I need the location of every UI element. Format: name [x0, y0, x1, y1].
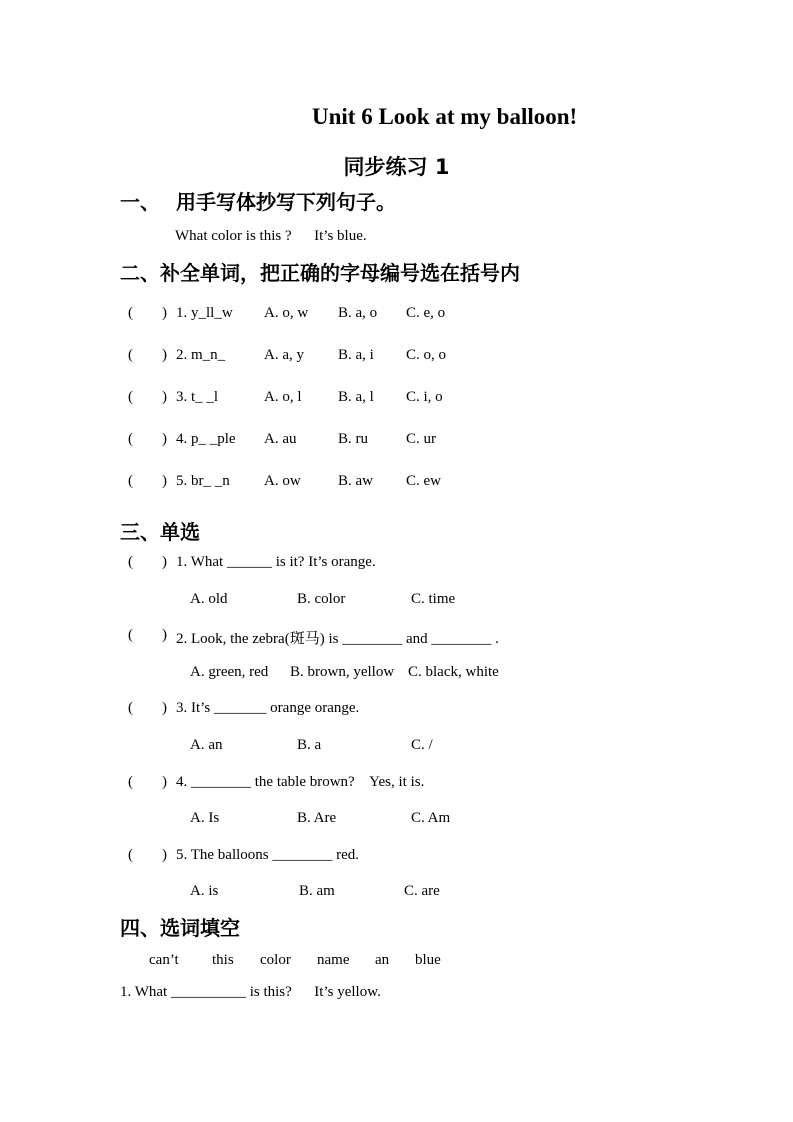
choice-options-row — [0, 591, 793, 613]
completion-question-row — [0, 389, 793, 411]
page-subtitle: 同步练习 1 — [343, 155, 450, 179]
answer-bracket-open: ( — [128, 700, 133, 716]
option-a: A. green, red — [190, 664, 269, 680]
option-a: A. old — [190, 591, 228, 607]
question-stem: 1. y_ll_w — [176, 305, 233, 321]
answer-bracket-close: ) — [162, 554, 167, 570]
option-b: B. color — [297, 591, 346, 607]
answer-bracket-close: ) — [162, 847, 167, 863]
choice-question-row — [0, 847, 793, 869]
option-b: B. a, l — [338, 389, 374, 405]
answer-bracket-open: ( — [128, 774, 133, 790]
option-c: C. ew — [406, 473, 441, 489]
answer-bracket-open: ( — [128, 554, 133, 570]
answer-bracket-open: ( — [128, 347, 133, 363]
option-c: C. o, o — [406, 347, 447, 363]
option-c: C. i, o — [406, 389, 443, 405]
word-bank-word: can’t — [149, 952, 179, 968]
option-c: C. time — [411, 591, 456, 607]
answer-bracket-close: ) — [162, 431, 167, 447]
section-three-heading: 三、单选 — [120, 520, 200, 544]
option-c: C. ur — [406, 431, 436, 447]
option-b: B. a, i — [338, 347, 374, 363]
choice-options-row — [0, 883, 793, 905]
word-bank-word: an — [375, 952, 390, 968]
word-bank-word: this — [212, 952, 234, 968]
question-stem: 3. t_ _l — [176, 389, 219, 405]
option-c: C. / — [411, 737, 433, 753]
question-stem: 4. p_ _ple — [176, 431, 236, 447]
word-bank — [0, 952, 793, 974]
answer-bracket-open: ( — [128, 431, 133, 447]
answer-bracket-close: ) — [162, 389, 167, 405]
question-stem: 2. m_n_ — [176, 347, 226, 363]
option-b: B. aw — [338, 473, 373, 489]
section-one-heading-row — [0, 186, 793, 214]
completion-question-row — [0, 431, 793, 453]
answer-bracket-close: ) — [162, 347, 167, 363]
choice-question-row — [0, 627, 793, 649]
completion-question-row — [0, 347, 793, 369]
option-b: B. am — [299, 883, 335, 899]
question-stem: 4. ________ the table brown? Yes, it is. — [176, 774, 425, 790]
option-a: A. ow — [264, 473, 301, 489]
choice-question-row — [0, 700, 793, 722]
choice-question-row — [0, 554, 793, 576]
answer-bracket-close: ) — [162, 774, 167, 790]
choice-options-row — [0, 810, 793, 832]
question-stem: 3. It’s _______ orange orange. — [176, 700, 360, 716]
option-b: B. Are — [297, 810, 337, 826]
option-a: A. an — [190, 737, 223, 753]
option-b: B. brown, yellow — [290, 664, 395, 680]
option-a: A. o, l — [264, 389, 302, 405]
option-c: C. Am — [411, 810, 451, 826]
option-a: A. o, w — [264, 305, 309, 321]
answer-bracket-close: ) — [162, 700, 167, 716]
completion-question-row — [0, 473, 793, 495]
fill-blank-sentence: 1. What __________ is this? It’s yellow. — [120, 984, 381, 1000]
choice-options-row — [0, 737, 793, 759]
word-bank-word: blue — [415, 952, 441, 968]
answer-bracket-open: ( — [128, 847, 133, 863]
answer-bracket-close: ) — [162, 473, 167, 489]
option-c: C. black, white — [408, 664, 499, 680]
answer-bracket-close: ) — [162, 305, 167, 321]
answer-bracket-open: ( — [128, 305, 133, 321]
choice-options-row — [0, 664, 793, 686]
option-c: C. e, o — [406, 305, 446, 321]
completion-question-row — [0, 305, 793, 327]
option-a: A. Is — [190, 810, 220, 826]
answer-bracket-open: ( — [128, 627, 133, 643]
option-b: B. ru — [338, 431, 368, 447]
answer-bracket-open: ( — [128, 473, 133, 489]
section-two-heading: 二、补全单词，把正确的字母编号选在括号内 — [120, 261, 520, 285]
option-b: B. a, o — [338, 305, 378, 321]
word-bank-word: color — [260, 952, 291, 968]
section-four-heading: 四、选词填空 — [120, 916, 240, 940]
option-a: A. au — [264, 431, 297, 447]
choice-question-row — [0, 774, 793, 796]
option-c: C. are — [404, 883, 440, 899]
option-a: A. a, y — [264, 347, 304, 363]
section-one-title: 用手写体抄写下列句子。 — [176, 190, 396, 214]
answer-bracket-close: ) — [162, 627, 167, 643]
question-stem: 5. br_ _n — [176, 473, 230, 489]
option-b: B. a — [297, 737, 322, 753]
answer-bracket-open: ( — [128, 389, 133, 405]
word-bank-word: name — [317, 952, 350, 968]
page-title: Unit 6 Look at my balloon! — [312, 104, 578, 129]
copy-sentence: What color is this ? It’s blue. — [175, 228, 367, 244]
question-stem: 5. The balloons ________ red. — [176, 847, 360, 863]
option-a: A. is — [190, 883, 219, 899]
question-stem: 1. What ______ is it? It’s orange. — [176, 554, 376, 570]
question-stem: 2. Look, the zebra(斑马) is ________ and ________ . — [176, 631, 499, 647]
section-one-number: 一、 — [120, 190, 160, 214]
